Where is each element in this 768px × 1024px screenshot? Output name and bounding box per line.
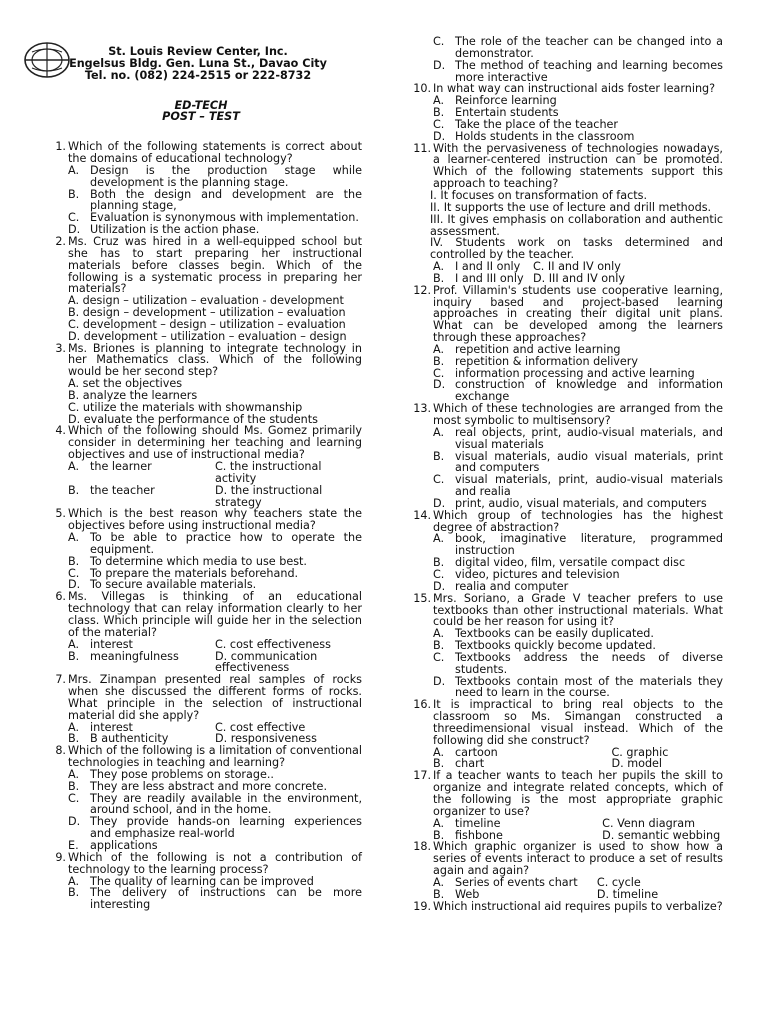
header-address: Engelsus Bldg. Gen. Luna St., Davao City <box>69 56 327 70</box>
option-c: C. Take the place of the teacher <box>433 117 619 131</box>
option-b: B. digital video, film, versatile compact disc <box>433 556 686 570</box>
option-c: C. the instructional activity <box>215 460 322 485</box>
option-a: A. repetition and active learning <box>433 342 621 356</box>
option-a: A. They pose problems on storage.. <box>68 767 274 781</box>
right-column <box>405 0 723 912</box>
question-text: Which of these technologies are arranged from the most symbolic to multisensory? <box>433 402 723 427</box>
option-a: I and II only <box>455 260 521 274</box>
option-a: the learner <box>90 460 152 473</box>
question-text: With the pervasiveness of technologies nowadays, a learner-centered instruction can be promoted. Which of the following statements support this approach to teaching? <box>433 141 723 191</box>
exam-title <box>40 100 362 124</box>
option-a: interest <box>90 637 133 651</box>
option-b: chart <box>455 757 485 771</box>
question-number: 7. <box>55 673 66 687</box>
option-a: A. book, imaginative literature, programmed instruction <box>433 532 723 558</box>
question-number: 1. <box>55 140 66 154</box>
question-number: 16. <box>413 698 431 712</box>
option-a: A. To be able to practice how to operate the equipment. <box>68 531 362 556</box>
option-d: D. III and IV only <box>533 271 625 285</box>
option-b: B. analyze the learners <box>68 388 198 402</box>
question-number: 8. <box>55 744 66 758</box>
question-9-continued <box>433 36 723 83</box>
statement-i: I. It focuses on transformation of facts. <box>430 188 648 202</box>
question-number: 15. <box>413 591 431 605</box>
option-d: D. timeline <box>596 887 659 901</box>
option-b: B. To determine which media to use best. <box>68 554 307 568</box>
question-16: 16. It is impractical to bring real objects to the classroom so Ms. Simangan constructed a threedimensional visual instead. Which of the following did she construct? A. cartoon C. graphic B. chart D. model <box>405 699 723 770</box>
option-a: A. The quality of learning can be improved <box>68 874 314 888</box>
question-number: 11. <box>413 141 431 155</box>
option-d: D. communication effectiveness <box>215 649 318 675</box>
option-b: B. They are less abstract and more concrete. <box>68 779 327 793</box>
option-d: D. The method of teaching and learning becomes more interactive <box>433 58 723 84</box>
option-a: cartoon <box>455 745 498 759</box>
option-c: C. Venn diagram <box>602 816 696 830</box>
statement-iv: IV. Students work on tasks determined and controlled by the teacher. <box>430 236 723 262</box>
question-number: 2. <box>55 234 66 248</box>
question-11: 11. With the pervasiveness of technologies nowadays, a learner-centered instruction can be promoted. Which of the following statements support this approach to teaching? I. It focuses on transformation of facts. II. It supports the use of lecture and drill methods. III. It gives emphasis on collaboration and authentic assessment. IV. Students work on tasks determined and controlled by the teacher. A. I and II only C. II and IV only B. I and III only D. III and IV only <box>405 143 723 285</box>
option-c: C. graphic <box>611 745 669 759</box>
question-text: If a teacher wants to teach her pupils the skill to organize and integrate related concepts, which of the following is the most appropriate graphic organizer to use? <box>433 769 723 818</box>
question-number: 4. <box>55 424 66 438</box>
option-d: D. semantic webbing <box>602 828 721 842</box>
question-17: 17. If a teacher wants to teach her pupils the skill to organize and integrate related concepts, which of the following is the most appropriate graphic organizer to use? A. timeline C. Venn diagram B. fishbone D. semantic webbing <box>405 770 723 841</box>
option-c: C. visual materials, print, audio-visual materials and realia <box>433 473 723 499</box>
question-text: Mrs. Soriano, a Grade V teacher prefers to use textbooks than other instructional materials. What could be her reason for using it? <box>433 591 723 629</box>
question-7: 7. Mrs. Zinampan presented real samples of rocks when she discussed the different forms of rocks. What principle in the selection of instructional material did she apply? A. interest C. cost effective B. B authenticity D. responsiveness <box>40 674 362 745</box>
question-text: Which of the following should Ms. Gomez primarily consider in determining her teaching and learning objectives and use of instructional media? <box>68 424 362 462</box>
question-12 <box>405 285 723 403</box>
option-a: A. Reinforce learning <box>433 94 557 108</box>
option-d: D. Utilization is the action phase. <box>68 223 260 237</box>
option-a: A. real objects, print, audio-visual materials, and visual materials <box>433 425 723 451</box>
option-c: C. Textbooks address the needs of diverse students. <box>433 650 723 676</box>
question-number: 13. <box>413 402 431 416</box>
option-d: D. development – utilization – evaluation – design <box>68 329 347 343</box>
question-text: Ms. Cruz was hired in a well-equipped school but she has to start preparing her instructional materials before classes begin. Which of the following is a systematic process in preparing her materials? <box>68 234 362 296</box>
option-c: C. cost effective <box>215 720 306 734</box>
option-b: B. repetition & information delivery <box>433 354 639 368</box>
question-5 <box>40 508 362 591</box>
option-c: C. cost effectiveness <box>215 637 331 651</box>
question-text: Which of the following is a limitation of conventional technologies in teaching and learning? <box>68 744 362 770</box>
option-c: C. utilize the materials with showmanship <box>68 400 303 414</box>
option-d: D. evaluate the performance of the students <box>68 412 318 426</box>
option-c: C. II and IV only <box>533 260 621 274</box>
question-number: 14. <box>413 508 431 522</box>
option-a: Series of events chart <box>455 875 578 889</box>
option-a: A. design – utilization – evaluation - development <box>68 294 344 308</box>
question-text: In what way can instructional aids foster learning? <box>433 82 716 96</box>
question-text: Ms. Villegas is thinking of an educational technology that can relay information clearly to her class. Which principle will guide her in the selection of the material? <box>68 590 362 639</box>
question-8 <box>40 745 362 852</box>
option-d: D. construction of knowledge and information exchange <box>433 378 723 404</box>
question-number: 10. <box>413 82 431 96</box>
option-a: A. Design is the production stage while development is the planning stage. <box>68 163 362 189</box>
statement-ii: II. It supports the use of lecture and drill methods. <box>430 200 712 214</box>
option-d: D. realia and computer <box>433 579 569 593</box>
option-a: interest <box>90 720 133 734</box>
option-d: D. They provide hands-on learning experiences and emphasize real-world <box>68 815 362 841</box>
option-b: B. visual materials, audio visual materials, print and computers <box>433 449 723 475</box>
question-text: Prof. Villamin's students use cooperative learning, inquiry based and project-based learning approaches in creating their digital unit plans. What can be developed among the learners through these approaches? <box>433 283 723 345</box>
title-test-type: POST – TEST <box>162 110 240 124</box>
left-column <box>40 0 362 911</box>
option-b: the teacher <box>90 483 155 497</box>
question-number: 6. <box>55 590 66 604</box>
question-14 <box>405 510 723 593</box>
option-c: C. Evaluation is synonymous with implementation. <box>68 211 359 225</box>
question-3 <box>40 343 362 426</box>
option-b: Web <box>455 887 480 901</box>
question-10 <box>405 83 723 142</box>
option-e: E. applications <box>68 839 158 852</box>
option-c: C. cycle <box>596 875 641 889</box>
option-b: B. Textbooks quickly become updated. <box>433 639 656 653</box>
option-d: D. Textbooks contain most of the materials they need to learn in the course. <box>433 674 723 700</box>
school-logo-icon <box>22 40 72 80</box>
title-subject: ED-TECH <box>174 98 228 112</box>
option-b: B. design – development – utilization – evaluation <box>68 306 346 320</box>
option-d: D. To secure available materials. <box>68 578 257 592</box>
question-9 <box>40 852 362 911</box>
option-c: C. They are readily available in the environment, around school, and in the home. <box>68 791 362 817</box>
option-b: I and III only <box>455 271 524 285</box>
question-13 <box>405 403 723 510</box>
question-text: Which is the best reason why teachers state the objectives before using instructional media? <box>68 507 362 533</box>
option-c: C. The role of the teacher can be changed into a demonstrator. <box>433 35 723 60</box>
option-a: timeline <box>455 816 501 830</box>
question-18: 18. Which graphic organizer is used to show how a series of events interact to produce a set of results again and again? A. Series of events chart C. cycle B. Web D. timeline <box>405 841 723 900</box>
option-a: A. set the objectives <box>68 377 183 391</box>
document-header <box>34 0 362 82</box>
question-text: Which group of technologies has the highest degree of abstraction? <box>433 508 723 534</box>
option-c: C. development – design – utilization – evaluation <box>68 317 346 331</box>
option-b: B. The delivery of instructions can be more interesting <box>68 886 362 912</box>
option-d: D. the instructional strategy <box>215 483 323 509</box>
option-b: fishbone <box>455 828 503 842</box>
question-6: 6. Ms. Villegas is thinking of an educational technology that can relay information clearly to her class. Which principle will guide her in the selection of the material? A. interest C. cost effectiveness B. meaningfulness D. communication effectiveness <box>40 591 362 674</box>
header-phone: Tel. no. (082) 224-2515 or 222-8732 <box>84 68 312 82</box>
option-b: B. Both the design and development are the planning stage, <box>68 187 362 213</box>
question-number: 9. <box>55 850 66 864</box>
question-number: 17. <box>413 769 431 783</box>
question-number: 19. <box>413 899 431 913</box>
option-c: C. To prepare the materials beforehand. <box>68 566 299 580</box>
question-text: Which of the following statements is correct about the domains of educational technology? <box>68 140 362 166</box>
question-number: 18. <box>413 840 431 854</box>
question-19 <box>405 901 723 913</box>
statement-iii: III. It gives emphasis on collaboration and authentic assessment. <box>430 212 723 238</box>
option-d: D. print, audio, visual materials, and computers <box>433 496 707 510</box>
option-d: D. model <box>611 757 663 771</box>
question-text: It is impractical to bring real objects to the classroom so Ms. Simangan constructed a threedimensional visual instead. Which of the following did she construct? <box>433 698 723 747</box>
question-4: 4. Which of the following should Ms. Gomez primarily consider in determining her teaching and learning objectives and use of instructional media? A. the learner C. the instructional activity B. the teacher D. the instructional strategy <box>40 425 362 508</box>
question-text: Which instructional aid requires pupils to verbalize? <box>433 899 723 913</box>
question-text: Ms. Briones is planning to integrate technology in her Mathematics class. Which of the following would be her second step? <box>68 341 362 379</box>
question-15 <box>405 593 723 700</box>
question-2 <box>40 236 362 343</box>
option-a: A. Textbooks can be easily duplicated. <box>433 627 654 641</box>
option-d: D. responsiveness <box>215 732 317 746</box>
option-b: meaningfulness <box>90 649 179 663</box>
option-b: B authenticity <box>90 732 169 746</box>
question-number: 5. <box>55 507 66 521</box>
question-text: Which of the following is not a contribution of technology to the learning process? <box>68 850 362 876</box>
option-d: D. Holds students in the classroom <box>433 129 635 143</box>
question-number: 12. <box>413 283 431 297</box>
question-text: Which graphic organizer is used to show how a series of events interact to produce a set of results again and again? <box>433 840 723 878</box>
question-number: 3. <box>55 341 66 355</box>
question-1 <box>40 141 362 236</box>
header-org-name: St. Louis Review Center, Inc. <box>108 45 288 58</box>
option-b: B. Entertain students <box>433 106 559 120</box>
question-text: Mrs. Zinampan presented real samples of rocks when she discussed the different forms of rocks. What principle in the selection of instructional material did she apply? <box>68 673 362 722</box>
option-c: C. video, pictures and television <box>433 567 620 581</box>
option-c: C. information processing and active learning <box>433 366 695 380</box>
